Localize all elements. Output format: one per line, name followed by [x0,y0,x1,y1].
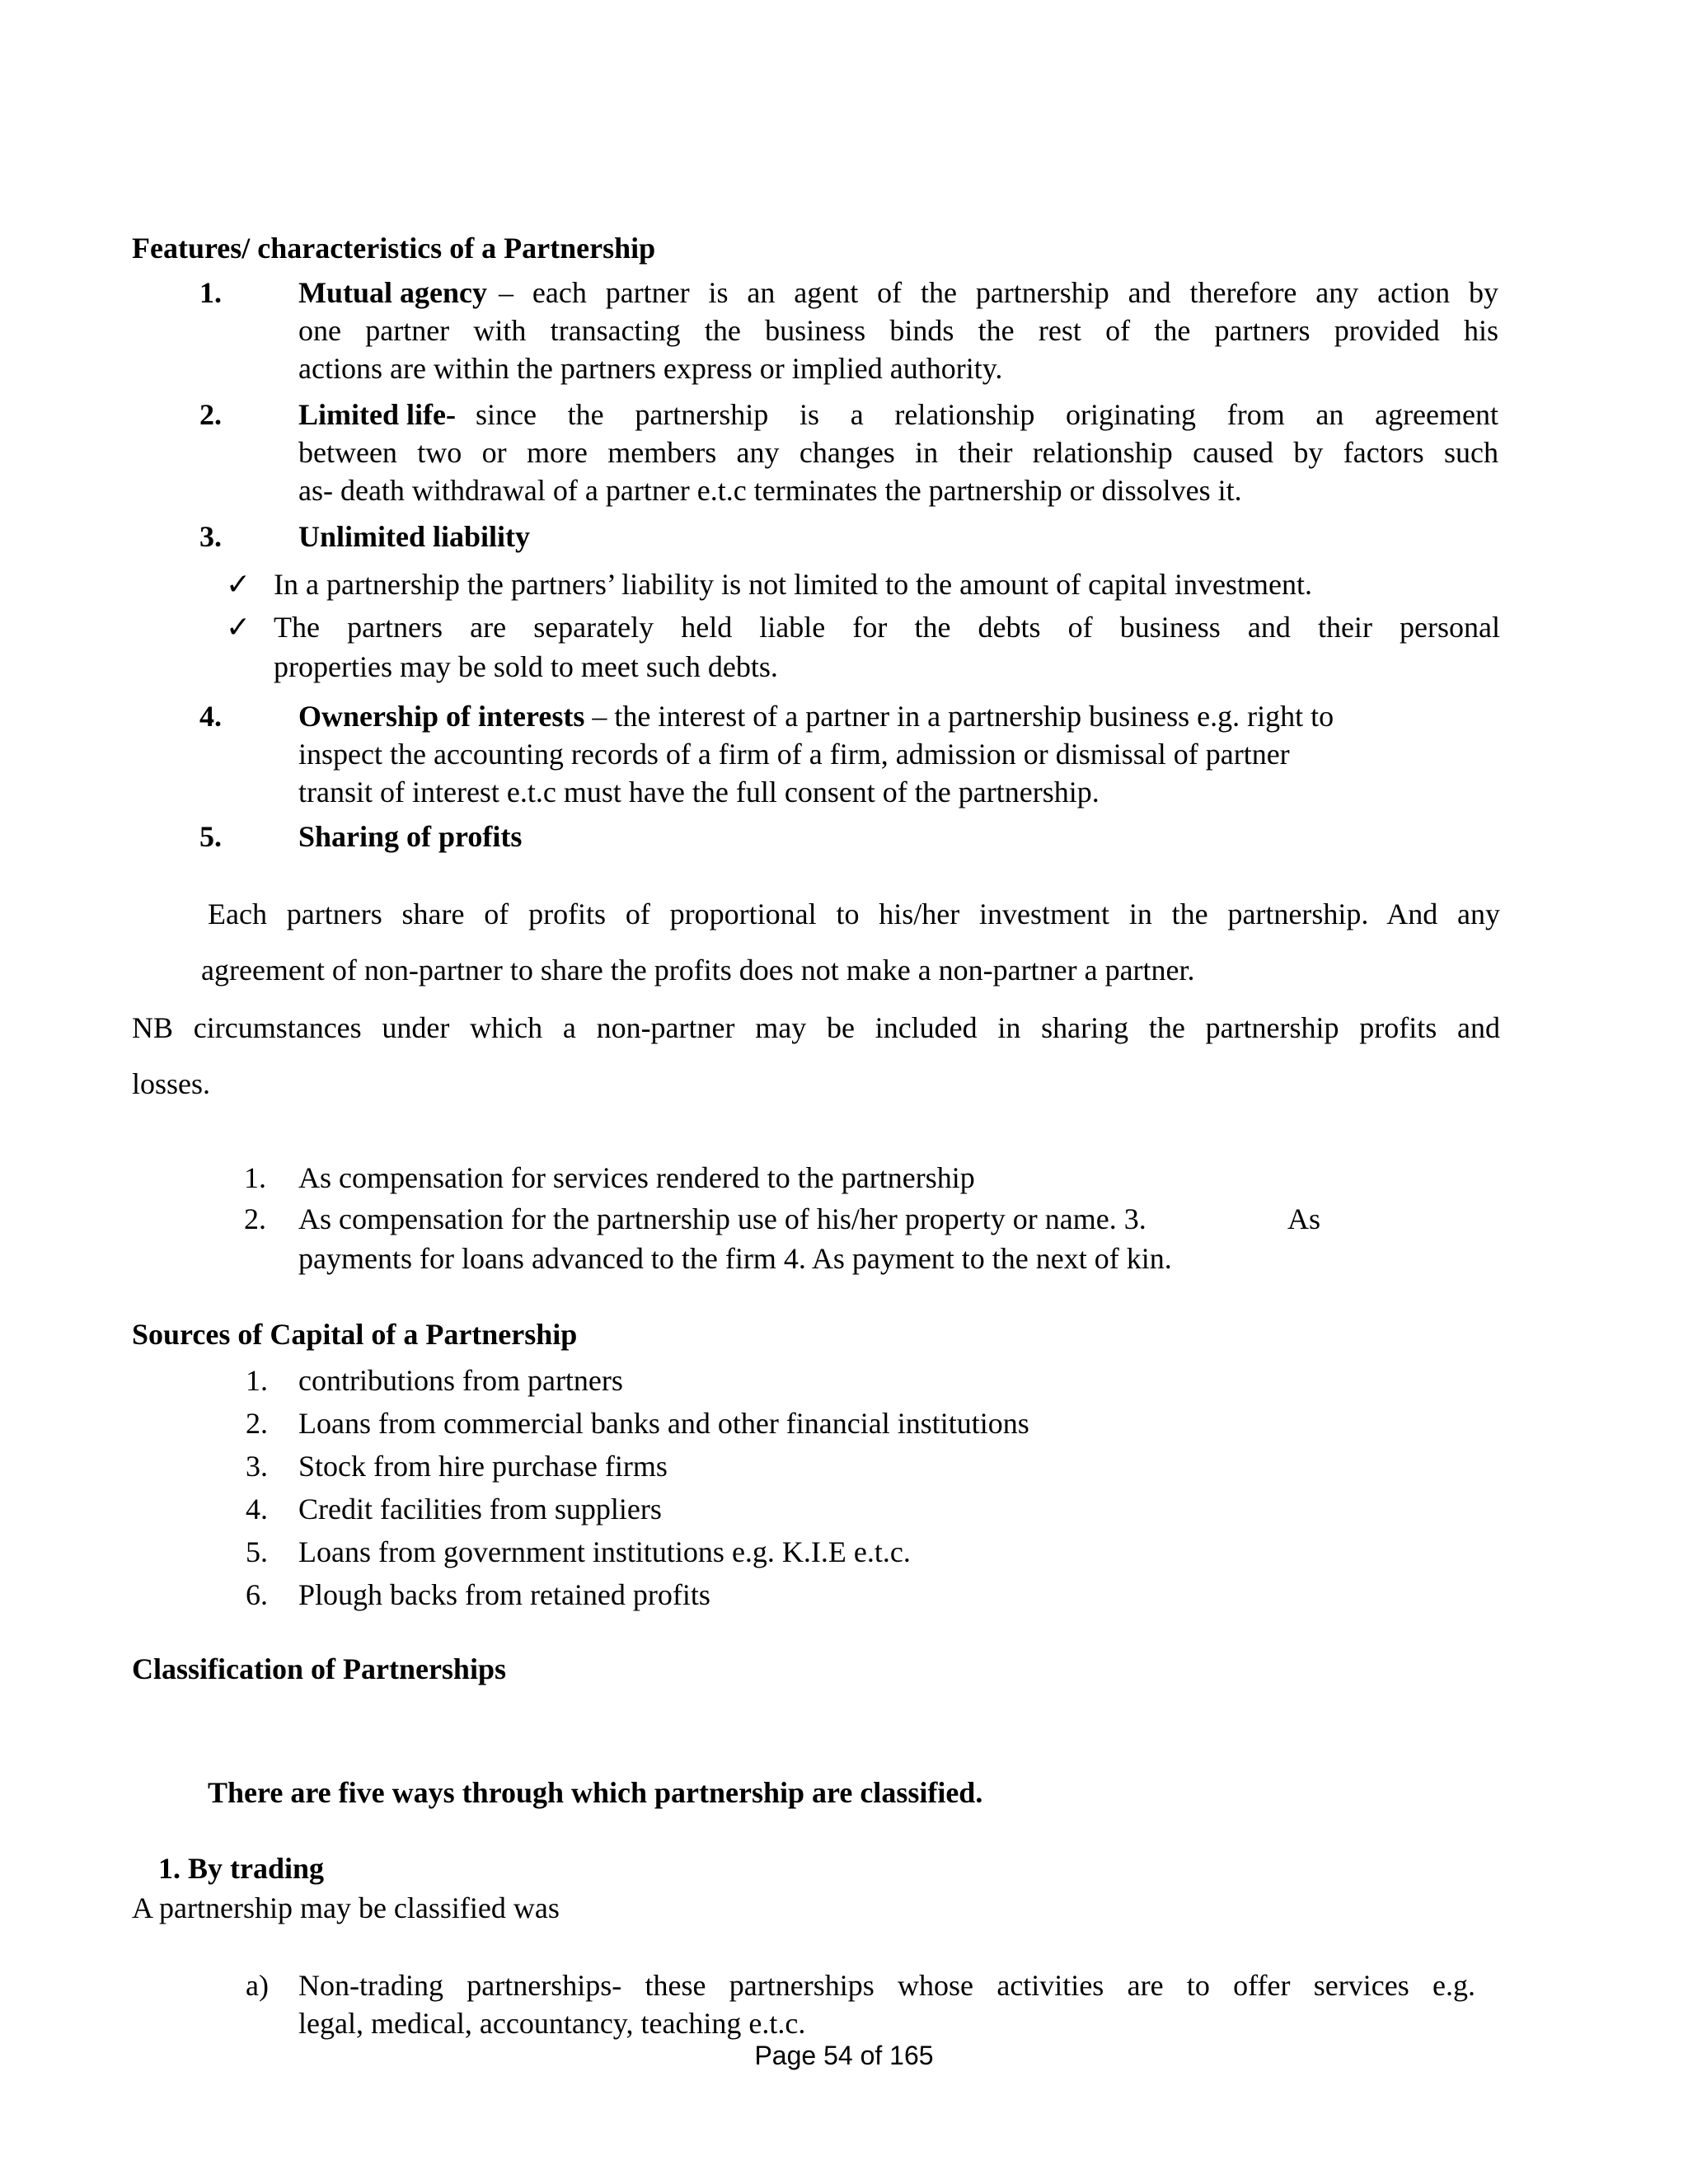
feature-4-number: 4. [199,700,222,733]
source-6-text: Plough backs from retained profits [298,1578,710,1611]
feature-2-line-1 [298,397,1498,432]
source-4-number: 4. [246,1493,268,1526]
source-4-text: Credit facilities from suppliers [298,1493,662,1526]
source-3-number: 3. [246,1450,268,1483]
classification-sub-heading: 1. By trading [158,1852,325,1885]
feature-2-text-2: between two or more members any changes in their relationship caused by factors such [298,436,1498,469]
feature-3-bullet-1: In a partnership the partners’ liability is not limited to the amount of capital investment. [274,568,1313,601]
feature-1-title: Mutual agency [298,276,487,309]
feature-3-bullet-2-line-2: properties may be sold to meet such debts. [274,650,778,683]
source-2-number: 2. [246,1407,268,1440]
feature-2-text-3: as- death withdrawal of a partner e.t.c terminates the partnership or dissolves it. [298,474,1242,507]
features-heading: Features/ characteristics of a Partnership [132,232,656,265]
feature-5-title: Sharing of profits [298,820,523,853]
nb-item-1-number: 1. [244,1161,266,1194]
nb-paragraph-line-2: losses. [132,1067,211,1100]
classification-sub-intro: A partnership may be classified was [132,1891,560,1924]
nb-paragraph-line-1: NB circumstances under which a non-partner may be included in sharing the partnership profits and [132,1011,1500,1044]
feature-4-title: Ownership of interests [298,700,585,733]
checkmark-icon: ✓ [226,568,251,601]
feature-1-text-1: – each partner is an agent of the partnership and therefore any action by [499,276,1498,309]
feature-1-text-2: one partner with transacting the business binds the rest of the partners provided his [298,314,1498,347]
source-1-number: 1. [246,1364,268,1397]
feature-2-title: Limited life- [298,398,456,431]
page-number-footer: Page 54 of 165 [754,2041,934,2070]
feature-4-line-1 [298,699,1334,733]
source-1-text: contributions from partners [298,1364,623,1397]
feature-2-text-1: since the partnership is a relationship originating from an agreement [475,398,1498,431]
source-5-number: 5. [246,1535,268,1568]
profits-paragraph-line-1: Each partners share of profits of proportional to his/her investment in the partnership. And any [208,898,1500,930]
checkmark-icon: ✓ [226,611,251,644]
source-5-text: Loans from government institutions e.g. K.I.E e.t.c. [298,1535,911,1568]
feature-5-number: 5. [199,820,222,853]
profits-paragraph-line-2: agreement of non-partner to share the profits does not make a non-partner a partner. [201,954,1195,987]
source-6-number: 6. [246,1578,268,1611]
feature-4-text-1: – the interest of a partner in a partnership business e.g. right to [592,700,1334,733]
sources-heading: Sources of Capital of a Partnership [132,1318,578,1351]
nb-item-2-text-1: As compensation for the partnership use of his/her property or name. 3. [298,1202,1146,1235]
feature-4-text-3: transit of interest e.t.c must have the full consent of the partnership. [298,776,1100,808]
feature-1-text-3: actions are within the partners express or implied authority. [298,352,1003,385]
classification-heading: Classification of Partnerships [132,1652,506,1685]
feature-3-bullet-2-line-1: The partners are separately held liable for the debts of business and their personal [274,611,1500,644]
classification-item-a-text-1: Non-trading partnerships- these partnerships whose activities are to offer services e.g. [298,1969,1475,2002]
feature-1-line-1 [298,275,1498,310]
source-2-text: Loans from commercial banks and other financial institutions [298,1407,1029,1440]
nb-item-2-trail: As [1287,1202,1321,1235]
feature-3-number: 3. [199,520,222,553]
feature-4-text-2: inspect the accounting records of a firm of a firm, admission or dismissal of partner [298,738,1290,771]
source-3-text: Stock from hire purchase firms [298,1450,668,1483]
classification-item-a-text-2: legal, medical, accountancy, teaching e.t.c. [298,2007,806,2040]
feature-1-number: 1. [199,276,222,309]
nb-item-2-number: 2. [244,1202,266,1235]
classification-item-a-number: a) [246,1969,269,2002]
classification-intro: There are five ways through which partnership are classified. [208,1776,983,1809]
feature-3-title: Unlimited liability [298,520,531,553]
feature-2-number: 2. [199,398,222,431]
nb-item-2-text-2: payments for loans advanced to the firm 4. As payment to the next of kin. [298,1242,1172,1275]
nb-item-1-text: As compensation for services rendered to the partnership [298,1161,975,1194]
